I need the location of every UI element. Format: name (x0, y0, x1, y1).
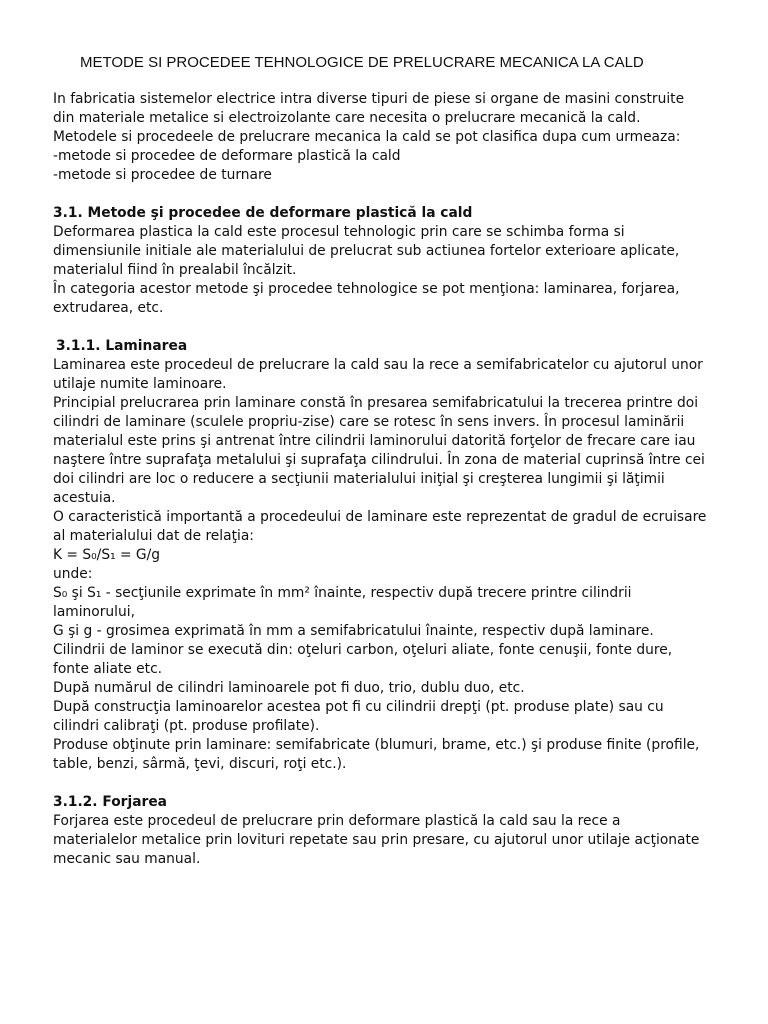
section-paragraph: Laminarea este procedeul de prelucrare la cald sau la rece a semifabricatelor cu ajutorul unor utilaje numite laminoare. (53, 357, 703, 392)
document-title (53, 53, 708, 72)
section-paragraph: S₀ şi S₁ - secţiunile exprimate în mm² înainte, respectiv după trecere printre cilindrii laminorului, (53, 585, 632, 620)
section-paragraph: Produse obţinute prin laminare: semifabricate (blumuri, brame, etc.) şi produse finite (profile, table, benzi, sârmă, ţevi, discuri, roţi etc.). (53, 737, 700, 772)
intro-list-item: -metode si procedee de turnare (53, 167, 272, 183)
section-3-1-2 (53, 793, 708, 869)
section-heading: 3.1. Metode şi procedee de deformare plastică la cald (53, 205, 473, 221)
section-3-1 (53, 204, 708, 318)
intro-section (53, 90, 708, 185)
section-paragraph: Cilindrii de laminor se execută din: oţeluri carbon, oţeluri aliate, fonte cenuşii, fonte dure, fonte aliate etc. (53, 642, 673, 677)
intro-paragraph: In fabricatia sistemelor electrice intra diverse tipuri de piese si organe de masini construite din materiale metalice si electroizolante care necesita o prelucrare mecanică la cald. (53, 91, 685, 126)
section-paragraph: Deformarea plastica la cald este procesul tehnologic prin care se schimba forma si dimensiunile initiale ale materialului de prelucrat sub actiunea fortelor exterioare aplicate, materialul fiind în prealabil încălzit. (53, 224, 680, 278)
subsection-heading: 3.1.2. Forjarea (53, 794, 167, 810)
section-paragraph: O caracteristică importantă a procedeului de laminare este reprezentat de gradul de ecruisare al materialului dat de relaţia: (53, 509, 707, 544)
section-paragraph: Principial prelucrarea prin laminare constă în presarea semifabricatului la trecerea printre doi cilindri de laminare (sculele propriu-zise) care se rotesc în sens invers. În procesul laminării materialul este prins şi antrenat între cilindrii laminorului datorită forţelor de frecare care iau naştere între suprafaţa metalului şi suprafaţa cilindrului. În zona de material cuprinsă între cei doi cilindri are loc o reducere a secţiunii materialului iniţial şi creşterea lungimii şi lăţimii acestuia. (53, 395, 705, 506)
subsection-heading: 3.1.1. Laminarea (56, 338, 188, 354)
section-3-1-1 (53, 337, 708, 774)
intro-paragraph: Metodele si procedeele de prelucrare mecanica la cald se pot clasifica dupa cum urmeaza: (53, 129, 681, 145)
formula: K = S₀/S₁ = G/g (53, 547, 161, 563)
section-paragraph: După numărul de cilindri laminoarele pot fi duo, trio, dublu duo, etc. (53, 680, 525, 696)
intro-list-item: -metode si procedee de deformare plastică la cald (53, 148, 401, 164)
section-paragraph: G şi g - grosimea exprimată în mm a semifabricatului înainte, respectiv după laminare. (53, 623, 654, 639)
section-paragraph: După construcţia laminoarelor acestea pot fi cu cilindrii drepţi (pt. produse plate) sau cu cilindri calibraţi (pt. produse profilate). (53, 699, 664, 734)
section-paragraph: În categoria acestor metode şi procedee tehnologice se pot menţiona: laminarea, forjarea, extrudarea, etc. (53, 281, 680, 316)
section-paragraph: Forjarea este procedeul de prelucrare prin deformare plastică la cald sau la rece a materialelor metalice prin lovituri repetate sau prin presare, cu ajutorul unor utilaje acţionate mecanic sau manual. (53, 813, 700, 867)
document-title-text: METODE SI PROCEDEE TEHNOLOGICE DE PRELUCRARE MECANICA LA CALD (80, 54, 644, 71)
section-paragraph: unde: (53, 566, 93, 582)
